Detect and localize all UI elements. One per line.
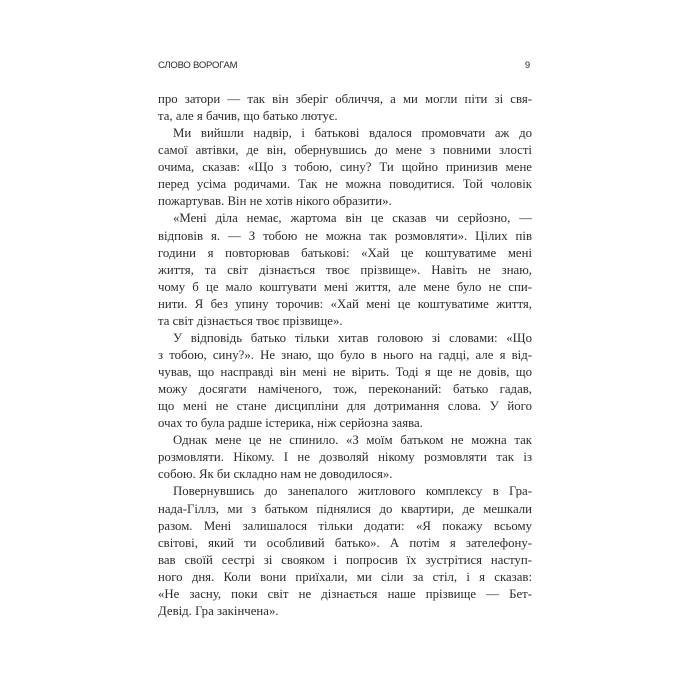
text-line: світові, який ти особливий батько». А потім я зателефону- bbox=[158, 535, 532, 550]
text-line: собою. Як би складно нам не доводилося». bbox=[158, 467, 393, 482]
text-line: очах то була радше істерика, ніж серйозна заява. bbox=[158, 416, 423, 431]
text-line: та світ дізнається твоє прізвище». bbox=[158, 313, 343, 328]
text-line: У відповідь батько тільки хитав головою зі словами: «Що bbox=[173, 330, 532, 345]
text-line: пожартував. Він не хотів нікого образити». bbox=[158, 194, 392, 209]
page-number: 9 bbox=[524, 60, 530, 71]
text-line: разом. Мені залишалося тільки додати: «Я покажу всьому bbox=[158, 518, 532, 533]
text-line: очима, сказав: «Що з тобою, сину? Ти щойно принизив мене bbox=[158, 160, 532, 175]
text-line: години я повторював батькові: «Хай це коштуватиме мені bbox=[158, 245, 532, 260]
text-line: життя, та світ дізнається твоє прізвище». Навіть не знаю, bbox=[158, 262, 532, 277]
text-line: відповів я. — З тобою не можна так розмовляти». Цілих пів bbox=[158, 228, 532, 243]
text-line: чував, що насправді він мені не вірить. Тоді я ще не довів, що bbox=[158, 365, 532, 379]
text-line: про затори — так він зберіг обличчя, а ми могли піти зі свя- bbox=[158, 92, 532, 106]
text-line: Ми вийшли надвір, і батькові вдалося промовчати аж до bbox=[173, 126, 532, 141]
text-line: розмовляти. Нікому. І не дозволяй нікому розмовляти так із bbox=[158, 450, 532, 465]
text-line: «Мені діла немає, жартома він це сказав чи серйозно, — bbox=[173, 211, 532, 226]
text-line: нити. Я без упину торочив: «Хай мені це коштуватиме життя, bbox=[158, 296, 532, 311]
running-title: СЛОВО ВОРОГАМ bbox=[158, 60, 238, 71]
body-text bbox=[158, 91, 532, 620]
text-line: перед усіма родичами. Так не можна поводитися. Той чоловік bbox=[158, 177, 532, 192]
text-line: та, але я бачив, що батько лютує. bbox=[158, 109, 338, 124]
text-line: «Не засну, поки світ не дізнається наше прізвище — Бет- bbox=[158, 586, 532, 601]
text-line: самої автівки, де він, обернувшись до мене з повними злості bbox=[158, 143, 532, 158]
text-line: нада-Гіллз, ми з батьком піднялися до квартири, де мешкали bbox=[158, 501, 532, 516]
text-line: Однак мене це не спинило. «З моїм батьком не можна так bbox=[173, 433, 532, 448]
running-header bbox=[158, 60, 532, 74]
text-line: Девід. Гра закінчена». bbox=[158, 603, 279, 618]
text-line: Повернувшись до занепалого житлового комплексу в Гра- bbox=[173, 484, 532, 499]
text-line: чому б це мало коштувати мені життя, але мене було не спи- bbox=[158, 279, 532, 294]
text-line: можу досягати наміченого, тож, переконаний: батько гадав, bbox=[158, 382, 532, 397]
text-line: з тобою, сину?». Не знаю, що було в нього на гадці, але я від- bbox=[158, 347, 532, 362]
text-line: вав своїй сестрі зі свояком і попросив їх зустрітися наступ- bbox=[158, 552, 532, 567]
text-line: ного дня. Коли вони приїхали, ми сіли за стіл, і я сказав: bbox=[158, 569, 532, 584]
text-line: що мені не стане дисципліни для дотримання слова. У його bbox=[158, 399, 532, 414]
